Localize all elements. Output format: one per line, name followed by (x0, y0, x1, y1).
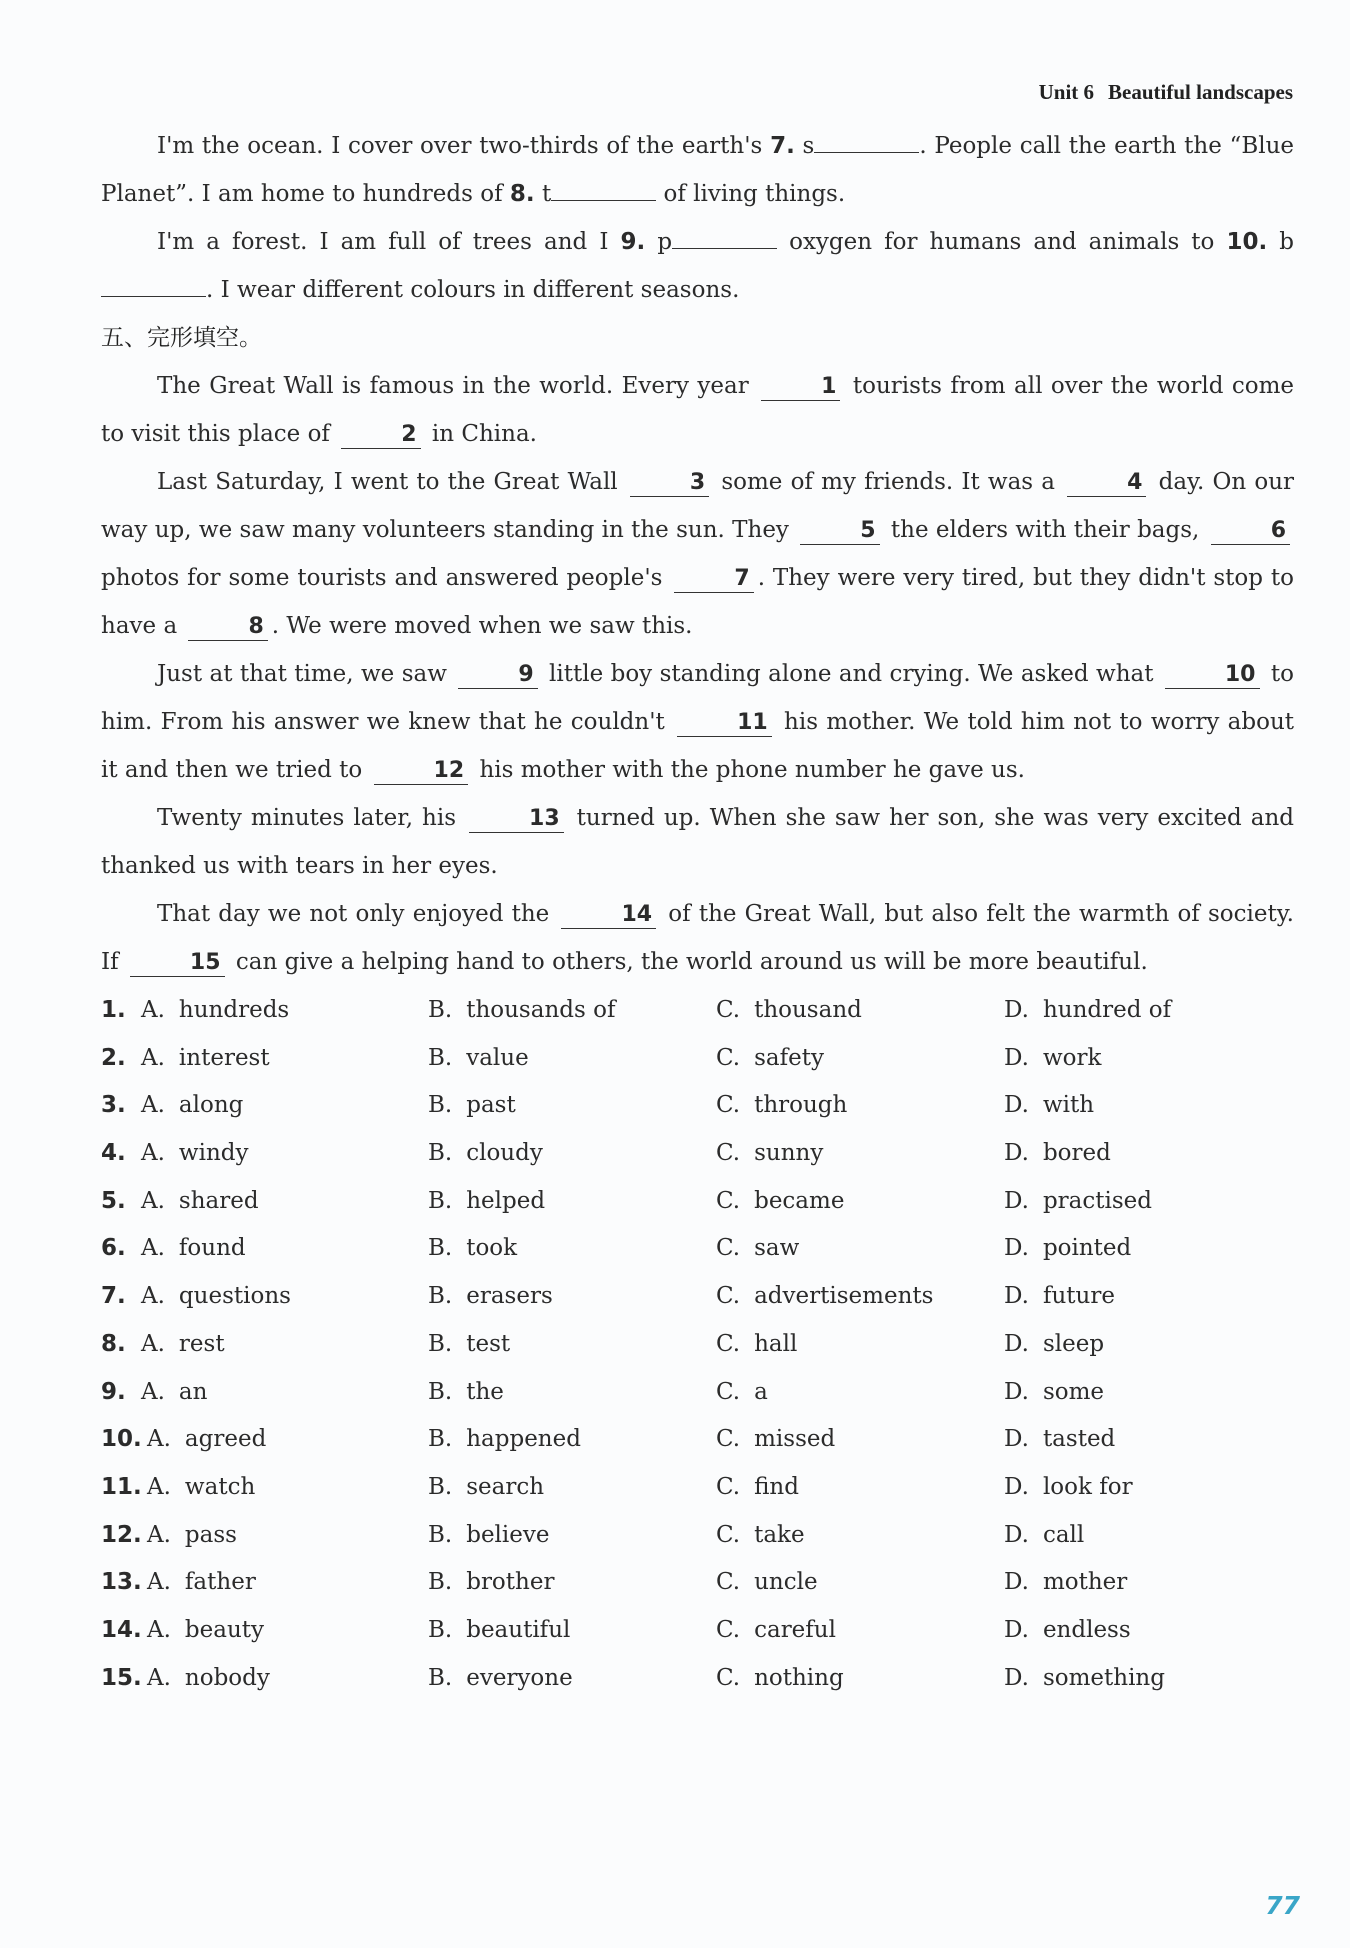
option-letter: D. (1004, 1521, 1029, 1548)
option-letter: B. (428, 1140, 453, 1167)
option-letter: C. (716, 1521, 741, 1548)
option-letter: C. (716, 1283, 741, 1310)
option-text: nothing (754, 1664, 844, 1691)
passage-text: day. On our way up, we saw many volunteers standing in the sun. They (101, 469, 1295, 543)
option-text: with (1042, 1092, 1095, 1119)
option-letter: B. (428, 1426, 453, 1453)
option-d[interactable] (1004, 1320, 1104, 1368)
cloze-blank-13: 13 (469, 806, 564, 833)
passage-text: Just at that time, we saw (157, 661, 455, 687)
option-row (101, 1368, 1294, 1416)
passage-paragraph-5 (101, 890, 1294, 986)
option-b[interactable] (428, 1558, 554, 1606)
option-text: along (178, 1092, 244, 1119)
option-text: past (466, 1092, 516, 1119)
passage-text: . We were moved when we saw this. (271, 613, 693, 639)
cloze-blank-2: 2 (341, 422, 420, 449)
question-number: 11. (101, 1473, 142, 1500)
option-text: careful (754, 1616, 836, 1643)
option-letter: A. (147, 1664, 171, 1691)
option-letter: C. (716, 1140, 741, 1167)
question-number: 12. (101, 1521, 142, 1548)
option-text: endless (1042, 1616, 1131, 1643)
option-letter: B. (428, 1521, 453, 1548)
option-b[interactable] (428, 1224, 517, 1272)
option-letter: A. (141, 1187, 165, 1214)
option-letter: C. (716, 1092, 741, 1119)
option-letter: D. (1004, 1664, 1029, 1691)
option-row (101, 1081, 1294, 1129)
passage-text: Twenty minutes later, his (157, 805, 466, 831)
option-text: sunny (754, 1140, 824, 1167)
cloze-blank-12: 12 (374, 758, 469, 785)
cloze-blank-5: 5 (800, 518, 879, 545)
answer-blank-7[interactable] (814, 124, 919, 153)
option-letter: B. (428, 1044, 453, 1071)
option-text: happened (466, 1426, 581, 1453)
option-c[interactable] (716, 1415, 835, 1463)
passage-paragraph-2 (101, 458, 1294, 650)
option-letter: D. (1004, 1235, 1029, 1262)
option-letter: A. (147, 1426, 171, 1453)
cloze-blank-9: 9 (458, 662, 537, 689)
option-letter: B. (428, 1283, 453, 1310)
option-text: beautiful (466, 1616, 571, 1643)
page-number: 77 (1265, 1891, 1300, 1920)
option-c[interactable] (716, 1558, 818, 1606)
option-d[interactable] (1004, 1224, 1131, 1272)
option-text: questions (178, 1283, 291, 1310)
option-a[interactable] (101, 1463, 255, 1511)
option-text: everyone (466, 1664, 573, 1691)
option-a[interactable] (101, 1272, 291, 1320)
option-text: hall (754, 1330, 798, 1357)
passage-text: of the Great Wall, but also felt the warmth of society. If (101, 901, 1294, 975)
option-d[interactable] (1004, 1034, 1101, 1082)
cloze-blank-6: 6 (1211, 518, 1290, 545)
passage-text: can give a helping hand to others, the world around us will be more beautiful. (228, 949, 1148, 975)
option-d[interactable] (1004, 1558, 1127, 1606)
option-c[interactable] (716, 1368, 768, 1416)
option-row (101, 1320, 1294, 1368)
option-c[interactable] (716, 1463, 799, 1511)
option-letter: C. (716, 1235, 741, 1262)
option-letter: C. (716, 1569, 741, 1596)
option-row (101, 1034, 1294, 1082)
option-d[interactable] (1004, 1368, 1104, 1416)
option-letter: D. (1004, 1473, 1029, 1500)
option-letter: A. (147, 1569, 171, 1596)
option-d[interactable] (1004, 1177, 1152, 1225)
option-a[interactable] (101, 1034, 270, 1082)
option-text: watch (184, 1473, 256, 1500)
option-letter: A. (141, 1044, 165, 1071)
option-d[interactable] (1004, 986, 1171, 1034)
option-text: hundreds (178, 997, 290, 1023)
hint-letter-8: t (541, 181, 552, 207)
option-b[interactable] (428, 1654, 573, 1702)
option-c[interactable] (716, 1320, 797, 1368)
option-text: safety (754, 1044, 824, 1071)
option-row (101, 1177, 1294, 1225)
cloze-blank-15: 15 (130, 950, 225, 977)
forest-text-1: I'm a forest. I am full of trees and I (157, 229, 621, 255)
option-d[interactable] (1004, 1511, 1084, 1559)
option-a[interactable] (101, 1320, 225, 1368)
passage-text: That day we not only enjoyed the (157, 901, 558, 927)
cloze-blank-3: 3 (630, 470, 709, 497)
passage-text: to him. From his answer we knew that he couldn't (101, 661, 1294, 735)
option-text: advertisements (754, 1283, 934, 1310)
options-list (101, 986, 1294, 1701)
option-text: some (1042, 1378, 1105, 1405)
option-c[interactable] (716, 1034, 824, 1082)
option-text: interest (178, 1044, 270, 1071)
option-letter: D. (1004, 1569, 1029, 1596)
hint-letter-7: s (802, 133, 815, 159)
question-number: 10. (101, 1426, 142, 1453)
option-text: test (466, 1330, 511, 1357)
option-row (101, 1463, 1294, 1511)
option-row (101, 1606, 1294, 1654)
option-c[interactable] (716, 1272, 933, 1320)
option-text: shared (178, 1187, 259, 1214)
option-letter: C. (716, 1378, 741, 1405)
passage-text: tourists from all over the world come to visit this place of (101, 373, 1294, 447)
option-c[interactable] (716, 1224, 799, 1272)
option-letter: A. (141, 1330, 165, 1357)
option-text: future (1042, 1283, 1115, 1310)
option-text: value (466, 1044, 529, 1071)
option-d[interactable] (1004, 1463, 1133, 1511)
option-b[interactable] (428, 986, 615, 1034)
option-a[interactable] (101, 1654, 270, 1702)
option-letter: A. (147, 1616, 171, 1643)
option-letter: C. (716, 1330, 741, 1357)
option-b[interactable] (428, 1129, 543, 1177)
question-number-9: 9. (620, 229, 646, 255)
option-text: nobody (184, 1664, 270, 1691)
option-letter: B. (428, 997, 453, 1023)
option-text: beauty (184, 1616, 265, 1643)
option-letter: D. (1004, 1283, 1029, 1310)
option-b[interactable] (428, 1034, 529, 1082)
option-letter: B. (428, 1616, 453, 1643)
cloze-blank-7: 7 (674, 566, 753, 593)
option-text: practised (1042, 1187, 1152, 1214)
option-letter: D. (1004, 1044, 1029, 1071)
option-row (101, 986, 1294, 1034)
option-text: mother (1042, 1569, 1128, 1596)
ocean-text-3: of living things. (656, 181, 846, 207)
option-row (101, 1654, 1294, 1702)
option-d[interactable] (1004, 1654, 1165, 1702)
ocean-paragraph (101, 122, 1294, 218)
option-letter: A. (141, 1283, 165, 1310)
cloze-blank-10: 10 (1165, 662, 1260, 689)
ocean-text-2: . People call the earth the “Blue Planet”. I am home to hundreds of (101, 133, 1294, 207)
passage-text: little boy standing alone and crying. We asked what (541, 661, 1161, 687)
option-row (101, 1415, 1294, 1463)
question-number: 7. (101, 1283, 126, 1310)
option-c[interactable] (716, 1129, 823, 1177)
option-letter: A. (141, 1092, 165, 1119)
option-text: missed (754, 1426, 836, 1453)
option-letter: D. (1004, 1426, 1029, 1453)
question-number-10: 10. (1226, 229, 1268, 255)
question-number: 8. (101, 1330, 126, 1357)
option-d[interactable] (1004, 1272, 1115, 1320)
option-letter: A. (147, 1473, 171, 1500)
option-c[interactable] (716, 1654, 844, 1702)
option-text: look for (1042, 1473, 1133, 1500)
option-text: found (178, 1235, 246, 1262)
option-letter: D. (1004, 1187, 1029, 1214)
option-text: a (754, 1378, 768, 1405)
option-text: agreed (184, 1426, 267, 1453)
option-d[interactable] (1004, 1129, 1111, 1177)
option-text: windy (178, 1140, 249, 1167)
cloze-blank-8: 8 (188, 614, 267, 641)
cloze-blank-4: 4 (1067, 470, 1146, 497)
forest-paragraph (101, 218, 1294, 314)
option-row (101, 1129, 1294, 1177)
option-letter: B. (428, 1235, 453, 1262)
passage-text: in China. (424, 421, 537, 447)
question-number: 9. (101, 1378, 126, 1405)
passage-paragraph-3 (101, 650, 1294, 794)
question-number: 2. (101, 1044, 126, 1071)
option-c[interactable] (716, 1177, 844, 1225)
option-letter: C. (716, 1187, 741, 1214)
option-text: call (1042, 1521, 1085, 1548)
option-letter: D. (1004, 1616, 1029, 1643)
option-letter: A. (141, 997, 165, 1023)
option-letter: C. (716, 1616, 741, 1643)
option-text: pointed (1042, 1235, 1132, 1262)
question-number: 14. (101, 1616, 142, 1643)
unit-label: Unit 6 (1038, 80, 1095, 104)
option-letter: B. (428, 1569, 453, 1596)
passage-text: his mother with the phone number he gave us. (472, 757, 1025, 783)
option-text: became (754, 1187, 845, 1214)
option-a[interactable] (101, 986, 289, 1034)
question-number-8: 8. (509, 181, 535, 207)
option-letter: D. (1004, 1378, 1029, 1405)
option-a[interactable] (101, 1368, 207, 1416)
option-text: tasted (1042, 1426, 1116, 1453)
passage-text: turned up. When she saw her son, she was very excited and thanked us with tears in her eyes. (101, 805, 1294, 879)
question-number: 6. (101, 1235, 126, 1262)
option-text: thousands of (466, 997, 616, 1023)
section-title: 五、完形填空。 (101, 325, 262, 351)
question-number: 3. (101, 1092, 126, 1119)
option-text: through (754, 1092, 848, 1119)
option-b[interactable] (428, 1463, 544, 1511)
option-row (101, 1272, 1294, 1320)
option-letter: B. (428, 1330, 453, 1357)
passage-text: Last Saturday, I went to the Great Wall (157, 469, 626, 495)
option-c[interactable] (716, 1081, 847, 1129)
unit-title: Beautiful landscapes (1108, 80, 1293, 104)
option-letter: B. (428, 1092, 453, 1119)
option-text: the (466, 1378, 504, 1405)
question-number: 13. (101, 1569, 142, 1596)
hint-letter-10: b (1279, 229, 1295, 255)
option-b[interactable] (428, 1177, 545, 1225)
passage-paragraph-4 (101, 794, 1294, 890)
option-letter: C. (716, 1664, 741, 1691)
option-letter: A. (141, 1378, 165, 1405)
question-number: 1. (101, 997, 126, 1023)
option-c[interactable] (716, 1606, 836, 1654)
option-letter: A. (147, 1521, 171, 1548)
option-text: pass (184, 1521, 237, 1548)
option-letter: D. (1004, 997, 1029, 1023)
option-letter: B. (428, 1664, 453, 1691)
option-a[interactable] (101, 1224, 246, 1272)
option-text: father (184, 1569, 256, 1596)
option-b[interactable] (428, 1320, 510, 1368)
option-text: brother (466, 1569, 555, 1596)
ocean-text-1: I'm the ocean. I cover over two-thirds of the earth's (157, 133, 771, 159)
option-text: rest (178, 1330, 225, 1357)
option-text: helped (466, 1187, 546, 1214)
passage-text: some of my friends. It was a (713, 469, 1064, 495)
option-c[interactable] (716, 1511, 805, 1559)
question-number: 15. (101, 1664, 142, 1691)
option-d[interactable] (1004, 1606, 1131, 1654)
option-b[interactable] (428, 1511, 549, 1559)
option-text: cloudy (466, 1140, 543, 1167)
option-letter: B. (428, 1473, 453, 1500)
forest-text-3: . I wear different colours in different seasons. (206, 277, 740, 303)
answer-blank-9[interactable] (672, 220, 777, 249)
option-row (101, 1511, 1294, 1559)
cloze-blank-1: 1 (761, 374, 840, 401)
cloze-blank-14: 14 (561, 902, 656, 929)
option-text: bored (1042, 1140, 1111, 1167)
option-a[interactable] (101, 1415, 266, 1463)
option-letter: C. (716, 997, 741, 1023)
option-letter: D. (1004, 1140, 1029, 1167)
cloze-blank-11: 11 (677, 710, 772, 737)
option-letter: A. (141, 1235, 165, 1262)
option-b[interactable] (428, 1272, 553, 1320)
option-letter: A. (141, 1140, 165, 1167)
answer-blank-8[interactable] (551, 172, 656, 201)
option-text: uncle (754, 1569, 818, 1596)
forest-text-2: oxygen for humans and animals to (777, 229, 1227, 255)
question-number: 5. (101, 1187, 126, 1214)
option-text: erasers (466, 1283, 553, 1310)
option-letter: C. (716, 1426, 741, 1453)
option-d[interactable] (1004, 1415, 1115, 1463)
option-b[interactable] (428, 1415, 581, 1463)
passage-text: The Great Wall is famous in the world. Every year (157, 373, 758, 399)
passage-text: his mother. We told him not to worry about it and then we tried to (101, 709, 1295, 783)
option-letter: C. (716, 1473, 741, 1500)
option-text: find (754, 1473, 799, 1500)
option-a[interactable] (101, 1511, 237, 1559)
option-text: took (466, 1235, 518, 1262)
option-letter: B. (428, 1378, 453, 1405)
option-a[interactable] (101, 1129, 249, 1177)
option-a[interactable] (101, 1177, 259, 1225)
option-a[interactable] (101, 1081, 243, 1129)
option-letter: D. (1004, 1330, 1029, 1357)
option-text: thousand (754, 997, 862, 1023)
option-c[interactable] (716, 986, 862, 1034)
option-a[interactable] (101, 1606, 264, 1654)
option-b[interactable] (428, 1606, 570, 1654)
option-text: an (178, 1378, 208, 1405)
option-text: sleep (1042, 1330, 1105, 1357)
option-a[interactable] (101, 1558, 256, 1606)
option-text: something (1042, 1664, 1165, 1691)
option-d[interactable] (1004, 1081, 1094, 1129)
passage-text: photos for some tourists and answered people's (101, 565, 671, 591)
option-text: work (1042, 1044, 1102, 1071)
option-row (101, 1224, 1294, 1272)
passage-text: the elders with their bags, (883, 517, 1207, 543)
page-content (101, 122, 1294, 1701)
option-b[interactable] (428, 1081, 516, 1129)
question-number: 4. (101, 1140, 126, 1167)
page-header (1039, 80, 1293, 105)
option-text: believe (466, 1521, 550, 1548)
option-b[interactable] (428, 1368, 504, 1416)
option-text: saw (754, 1235, 800, 1262)
option-letter: C. (716, 1044, 741, 1071)
passage-text: . They were very tired, but they didn't stop to have a (101, 565, 1294, 639)
option-row (101, 1558, 1294, 1606)
option-text: search (466, 1473, 545, 1500)
option-letter: D. (1004, 1092, 1029, 1119)
option-letter: B. (428, 1187, 453, 1214)
answer-blank-10[interactable] (101, 268, 206, 297)
hint-letter-9: p (657, 229, 673, 255)
option-text: take (754, 1521, 805, 1548)
option-text: hundred of (1042, 997, 1172, 1023)
question-number-7: 7. (770, 133, 795, 159)
passage-paragraph-1 (101, 362, 1294, 458)
